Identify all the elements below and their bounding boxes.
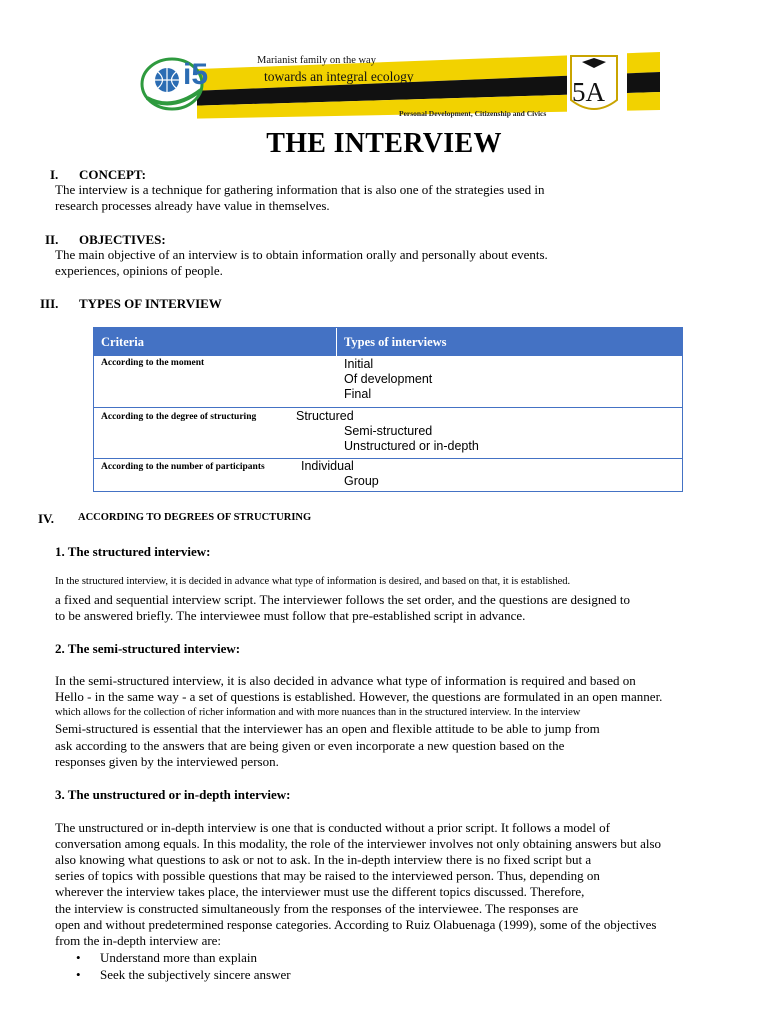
table-row-criteria: According to the degree of structuring [101, 412, 257, 422]
unstructured-line-3: also knowing what questions to ask or not to ask. In the in-depth interview there is no fixed script but a [55, 852, 592, 867]
interview-types-table [93, 327, 683, 492]
table-cell-type: Of development [344, 372, 433, 386]
section-number-concept: I. [50, 167, 59, 182]
table-header-criteria: Criteria [101, 335, 145, 349]
section-number-objectives: II. [45, 232, 59, 247]
subsection-title-structured: 1. The structured interview: [55, 544, 211, 559]
header-banner [117, 50, 660, 120]
table-cell-type: Individual [301, 459, 354, 473]
semi-line-2: Hello - in the same way - a set of questions is established. However, the questions are formulated in an open manner. [55, 689, 663, 704]
section-number-degrees: IV. [38, 511, 55, 526]
banner-subtitle: Personal Development, Citizenship and Civics [399, 109, 547, 118]
semi-line-5: ask according to the answers that are being given or even incorporate a new question based on the [55, 738, 565, 753]
concept-line-1: The interview is a technique for gathering information that is also one of the strategies used in [55, 182, 545, 197]
grade-label: 5A [572, 77, 605, 107]
table-cell-type: Structured [296, 409, 354, 423]
banner-line-1: Marianist family on the way [257, 55, 376, 66]
table-cell-type: Semi-structured [344, 424, 433, 438]
section-title-types: TYPES OF INTERVIEW [79, 296, 222, 311]
table-cell-type: Unstructured or in-depth [344, 439, 479, 453]
structured-line-2: a fixed and sequential interview script. The interviewer follows the set order, and the questions are designed to [55, 592, 631, 607]
unstructured-line-8: from the in-depth interview are: [55, 933, 222, 948]
table-row-divider [94, 407, 682, 408]
objectives-line-2: experiences, opinions of people. [55, 263, 223, 278]
bullet-icon: • [76, 967, 81, 982]
table-row-criteria: According to the moment [101, 358, 205, 368]
bullet-icon: • [76, 950, 81, 965]
unstructured-line-1: The unstructured or in-depth interview is one that is conducted without a prior script. It follows a model of [55, 820, 610, 835]
semi-line-1: In the semi-structured interview, it is also decided in advance what type of information is required and based on [55, 673, 636, 688]
semi-line-6: responses given by the interviewed person. [55, 754, 279, 769]
semi-line-4: Semi-structured is essential that the interviewer has an open and flexible attitude to be able to jump from [55, 721, 600, 736]
concept-line-2: research processes already have value in themselves. [55, 198, 330, 213]
section-title-degrees: ACCORDING TO DEGREES OF STRUCTURING [78, 512, 312, 523]
table-cell-type: Initial [344, 357, 374, 371]
section-title-concept: CONCEPT: [79, 167, 146, 182]
section-number-types: III. [40, 296, 59, 311]
table-cell-type: Group [344, 474, 379, 488]
unstructured-line-4: series of topics with possible questions that may be raised to the interviewed person. Thus, depending on [55, 868, 600, 883]
structured-line-3: to be answered briefly. The interviewee must follow that pre-established script in advance. [55, 608, 526, 623]
table-header-divider [336, 328, 337, 356]
section-title-objectives: OBJECTIVES: [79, 232, 166, 247]
subsection-title-semi-structured: 2. The semi-structured interview: [55, 641, 241, 656]
document-title: THE INTERVIEW [266, 128, 502, 159]
subsection-title-unstructured: 3. The unstructured or in-depth interview: [55, 787, 291, 802]
table-header-row [94, 328, 682, 356]
list-item: Understand more than explain [100, 950, 258, 965]
list-item: Seek the subjectively sincere answer [100, 967, 291, 982]
unstructured-line-6: the interview is constructed simultaneously from the responses of the interviewee. The responses are [55, 901, 579, 916]
structured-line-1: In the structured interview, it is decided in advance what type of information is desired, and based on that, it is established. [55, 576, 571, 587]
semi-line-3: which allows for the collection of richer information and with more nuances than in the structured interview. In the interview [55, 707, 581, 718]
objectives-line-1: The main objective of an interview is to obtain information orally and personally about events. [55, 247, 548, 262]
table-row-divider [94, 458, 682, 459]
table-cell-type: Final [344, 387, 372, 401]
unstructured-line-2: conversation among equals. In this modality, the role of the interviewer involves not only obtaining answers but also [55, 836, 662, 851]
banner-line-2: towards an integral ecology [264, 69, 414, 84]
unstructured-line-7: open and without predetermined response categories. According to Ruiz Olabuenaga (1999), some of the objectives [55, 917, 657, 932]
table-header-types: Types of interviews [344, 335, 447, 349]
svg-text:i5: i5 [183, 58, 209, 91]
unstructured-line-5: wherever the interview takes place, the interviewer must use the different topics discussed. Therefore, [55, 884, 585, 899]
table-row-criteria: According to the number of participants [101, 462, 265, 472]
